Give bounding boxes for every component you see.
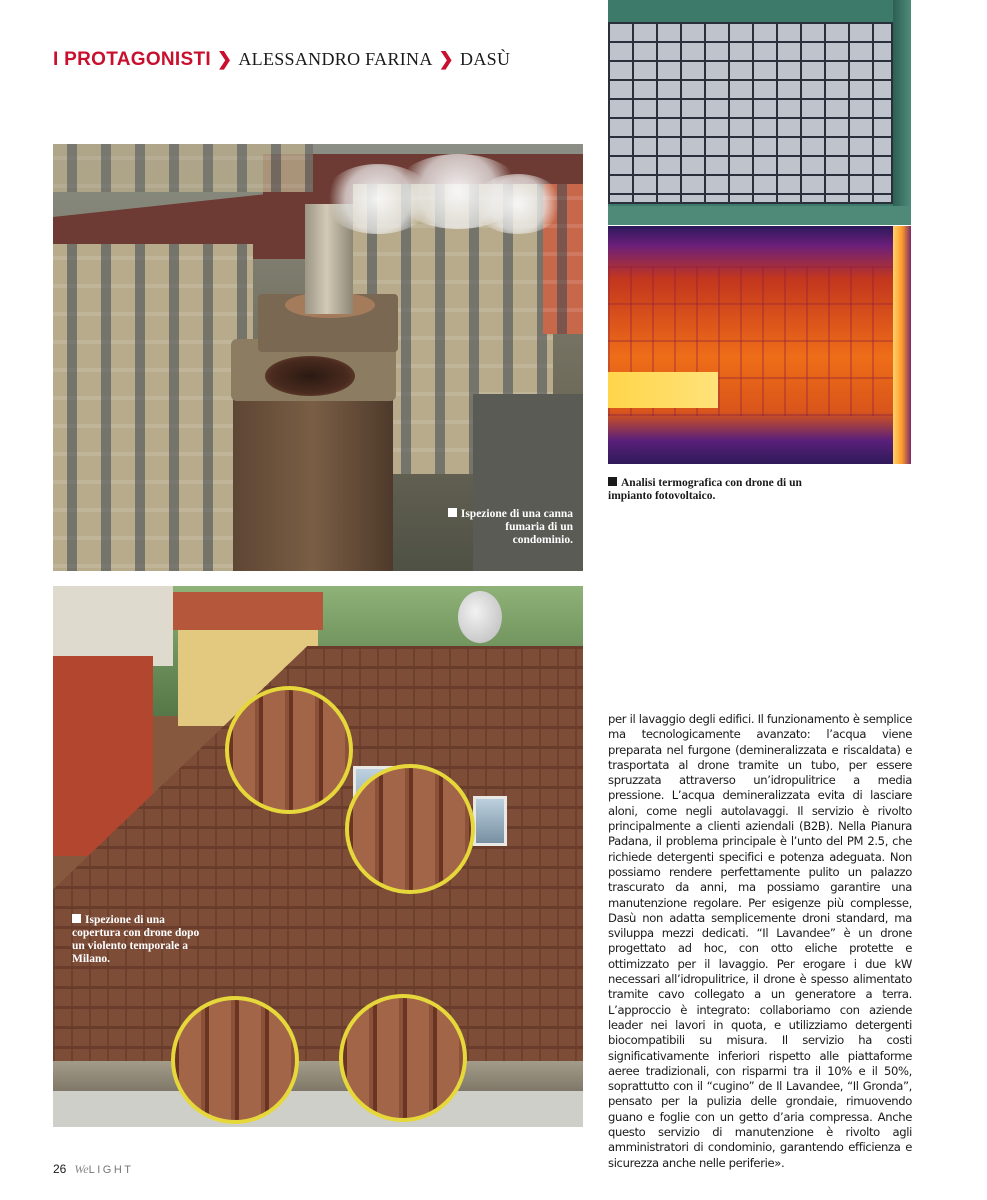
roof-caption — [72, 914, 212, 966]
building-background — [53, 144, 313, 192]
header-brand: DASÙ — [460, 49, 511, 69]
magazine-name-we: We — [74, 1162, 89, 1176]
skylight — [473, 796, 507, 846]
thermal-edge — [893, 226, 911, 464]
chimney-opening — [265, 356, 355, 396]
header-separator-2: ❯ — [438, 49, 455, 69]
chimney-photo — [53, 144, 583, 571]
caption-bullet — [448, 508, 457, 517]
thermal-hotspot — [608, 372, 718, 408]
damage-highlight-circle — [339, 994, 467, 1122]
damage-highlight-circle — [225, 686, 353, 814]
solar-frame-bottom — [608, 206, 911, 225]
roof-photo — [53, 586, 583, 1127]
solar-frame — [893, 0, 911, 225]
house-middle-roof — [173, 592, 323, 630]
header-section: I PROTAGONISTI — [53, 49, 211, 70]
satellite-dish — [458, 591, 502, 643]
solar-panel-grid — [608, 22, 893, 204]
damage-highlight-circle — [171, 996, 299, 1124]
header-person: ALESSANDRO FARINA — [238, 49, 433, 69]
caption-bullet — [608, 477, 617, 486]
thermal-caption — [608, 477, 808, 503]
house-background — [53, 586, 173, 666]
article-body: per il lavaggio degli edifici. Il funzionamento è semplice ma tecnologicamente avanzato: l’acqua viene preparata nel furgone (demineralizzata e riscaldata) e trasportata al drone tramite un tubo, per essere spruzzata attraverso un’idropulitrice a media pressione. L’acqua demineralizzata evita di lasciare aloni, come negli autolavaggi. Il servizio è rivolto principalmente a clienti aziendali (B2B). Nella Pianura Padana, il problema principale è l’unto del PM 2.5, che richiede detergenti specifici e potenza adeguata. Non possiamo rendere perfettamente pulito un palazzo trascurato da anni, ma possiamo garantire una manutenzione regolare. Per esigenze più complesse, Dasù non adatta semplicemente droni standard, ma sviluppa mezzi dedicati. “Il Lavandee” è un drone progettato ad hoc, con otto eliche protette e ottimizzato per il lavaggio. Per erogare i due kW necessari all’idropulitrice, il drone è spesso alimentato tramite cavo collegato a un generatore a terra. L’approccio è integrato: collaboriamo con aziende leader nei lavori in quota, e utilizziamo detergenti biocompatibili su misura. Il servizio ha costi significativamente inferiori rispetto alle piattaforme aeree tradizionali, con risparmi tra il 10% e il 50%, soprattutto con il “cugino” de Il Lavandee, “Il Gronda”, pensato per la pulizia delle grondaie, rimuovendo guano e foglie con un getto d’aria compressa. Anche questo servizio di manutenzione è rivolto agli amministratori di condominio, garantendo efficienza e sicurezza anche nelle periferie». — [608, 712, 912, 1170]
header-separator-1: ❯ — [216, 49, 233, 69]
damage-highlight-circle — [345, 764, 475, 894]
thermal-caption-text: Analisi termografica con drone di un impianto fotovoltaico. — [608, 477, 802, 502]
section-header — [53, 49, 510, 71]
roof-gutter — [53, 1061, 583, 1091]
chimney-caption-text: Ispezione di una canna fumaria di un condominio. — [460, 508, 573, 546]
smoke-cloud — [473, 174, 563, 234]
caption-bullet — [72, 914, 81, 923]
solar-panel-photo — [608, 0, 911, 225]
building-left — [53, 244, 253, 571]
thermal-photo — [608, 226, 911, 464]
roof-caption-text: Ispezione di una copertura con drone dopo un violento temporale a Milano. — [72, 914, 200, 965]
page-number: 26 — [53, 1162, 67, 1176]
chimney-caption — [443, 508, 573, 547]
magazine-name-light: LIGHT — [88, 1164, 134, 1176]
page-footer — [53, 1162, 134, 1177]
roof-eave — [53, 1091, 583, 1127]
